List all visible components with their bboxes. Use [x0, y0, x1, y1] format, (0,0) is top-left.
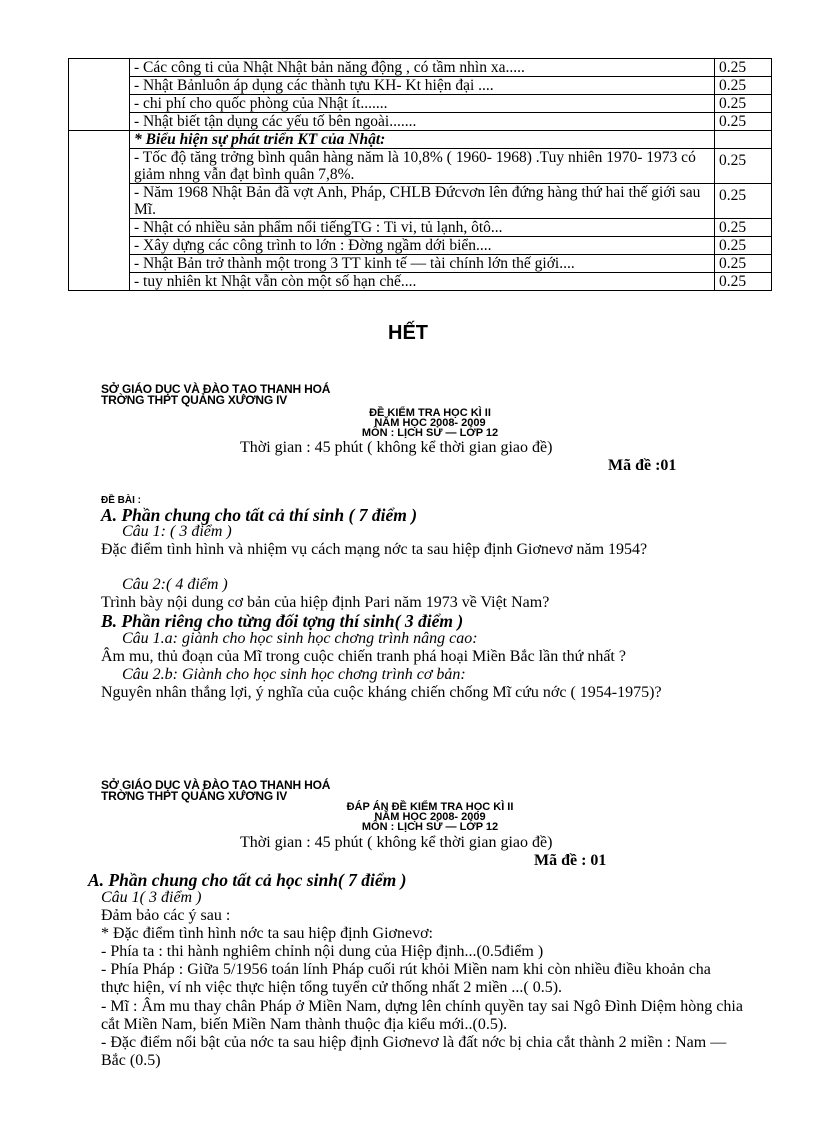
table-row	[69, 219, 772, 237]
exam-section-b: B. Phần riêng cho từng đối tợng thí sinh( 3 điểm )	[101, 611, 464, 631]
exam-q1a-text: Âm mu, thủ đoạn của Mĩ trong cuộc chiến tranh phá hoại Miền Bắc lần thứ nhất ?	[101, 648, 626, 665]
table-cell-text: - tuy nhiên kt Nhật vẫn còn một số hạn chế....	[130, 273, 715, 291]
table-row	[69, 273, 772, 291]
scoring-table	[68, 58, 772, 291]
table-cell-text: - Nhật có nhiều sản phẩm nổi tiếngTG : Ti vi, tủ lạnh, ôtô...	[130, 219, 715, 237]
answer-point-3: - Phía Pháp : Giữa 5/1956 toán lính Pháp cuối rút khỏi Miền nam khi còn nhiều điều khoản cha thực hiện, ví nh việc thực hiện tổng tuyển cử thống nhất 2 miền ...( 0.5).	[101, 961, 711, 996]
table-cell-text: - Các công ti của Nhật Nhật bản năng động , có tầm nhìn xa.....	[130, 59, 715, 77]
exam-title-line1: ĐỀ KIỂM TRA HỌC KÌ II	[369, 407, 491, 419]
answer-code: Mã đề : 01	[534, 852, 607, 869]
exam-title-line3: MÔN : LỊCH SỬ — LỚP 12	[361, 427, 499, 439]
answer-point-5: - Đặc điểm nổi bật của nớc ta sau hiệp định Giơnevơ là đất nớc bị chia cắt thành 2 miền : Nam — Bắc (0.5)	[101, 1034, 727, 1069]
table-row	[69, 59, 772, 77]
table-cell-text: - Năm 1968 Nhật Bản đã vợt Anh, Pháp, CHLB Đứcvơn lên đứng hàng thứ hai thế giới sau Mĩ.	[130, 184, 715, 219]
table-row	[69, 149, 772, 184]
answer-time: Thời gian : 45 phút ( không kể thời gian giao đề)	[240, 834, 553, 851]
exam-q1-text: Đặc điểm tình hình và nhiệm vụ cách mạng nớc ta sau hiệp định Giơnevơ năm 1954?	[101, 541, 648, 558]
exam-de-bai: ĐỀ BÀI :	[101, 495, 141, 506]
exam-q2b-label: Câu 2.b: Giành cho học sinh học chơng trình cơ bản:	[122, 666, 466, 683]
table-cell-score: 0.25	[715, 255, 772, 273]
table-cell-score: 0.25	[715, 77, 772, 95]
exam-org-line2: TRỜNG THPT QUẢNG XƯƠNG IV	[101, 393, 288, 407]
exam-q2b-text: Nguyên nhân thắng lợi, ý nghĩa của cuộc kháng chiến chống Mĩ cứu nớc ( 1954-1975)?	[101, 684, 662, 701]
exam-q2-label: Câu 2:( 4 điểm )	[122, 576, 228, 593]
answer-org-line2: TRỜNG THPT QUẢNG XƯƠNG IV	[101, 789, 288, 803]
table-cell-score: 0.25	[715, 113, 772, 131]
table-row	[69, 77, 772, 95]
table-cell-score: 0.25	[715, 59, 772, 77]
table-cell-score: 0.25	[715, 184, 772, 219]
answer-title-line2: NĂM HỌC 2008- 2009	[374, 811, 486, 823]
table-cell-text: - Xây dựng các công trình to lớn : Đờng ngầm dới biển....	[130, 237, 715, 255]
exam-q2-text: Trình bày nội dung cơ bản của hiệp định Pari năm 1973 về Việt Nam?	[101, 594, 550, 611]
table-cell-text: - chi phí cho quốc phòng của Nhật ít.......	[130, 95, 715, 113]
table-cell-score: 0.25	[715, 237, 772, 255]
table-row	[69, 95, 772, 113]
exam-q1-label: Câu 1: ( 3 điểm )	[122, 523, 232, 540]
answer-point-2: - Phía ta : thi hành nghiêm chỉnh nội dung của Hiệp định...(0.5điểm )	[101, 943, 544, 960]
table-cell-score	[715, 131, 772, 149]
table-cell-score: 0.25	[715, 149, 772, 184]
answer-title-line3: MÔN : LỊCH SỬ — LỚP 12	[361, 821, 499, 833]
table-cell-score: 0.25	[715, 95, 772, 113]
table-row	[69, 184, 772, 219]
end-label: HẾT	[388, 322, 428, 344]
exam-code: Mã đề :01	[608, 457, 677, 474]
table-row	[69, 113, 772, 131]
answer-intro: Đảm bảo các ý sau :	[101, 907, 231, 924]
answer-section-a: A. Phần chung cho tất cả học sinh( 7 điểm )	[88, 870, 407, 890]
table-cell-text: - Tốc độ tăng trởng bình quân hàng năm là 10,8% ( 1960- 1968) .Tuy nhiên 1970- 1973 có giảm nhng vẫn đạt bình quân 7,8%.	[130, 149, 715, 184]
exam-title-line2: NĂM HỌC 2008- 2009	[374, 417, 486, 429]
exam-org-line1: SỞ GIÁO DỤC VÀ ĐÀO TẠO THANH HOÁ	[101, 382, 331, 396]
answer-point-1: * Đặc điểm tình hình nớc ta sau hiệp định Giơnevơ:	[101, 925, 433, 942]
table-cell-score: 0.25	[715, 219, 772, 237]
table-cell-text: - Nhật biết tận dụng các yếu tố bên ngoài.......	[130, 113, 715, 131]
table-cell-text: - Nhật Bảnluôn áp dụng các thành tựu KH- Kt hiện đại ....	[130, 77, 715, 95]
table-row	[69, 131, 772, 149]
answer-title-line1: ĐÁP ÁN ĐỀ KIỂM TRA HỌC KÌ II	[346, 801, 514, 813]
exam-q1a-label: Câu 1.a: giành cho học sinh học chơng trình nâng cao:	[122, 630, 478, 647]
table-cell-text: - Nhật Bản trở thành một trong 3 TT kinh tế — tài chính lớn thế giới....	[130, 255, 715, 273]
table-row	[69, 255, 772, 273]
table-cell-heading: * Biểu hiện sự phát triển KT của Nhật:	[130, 131, 715, 149]
answer-point-4: - Mĩ : Âm mu thay chân Pháp ở Miền Nam, dựng lên chính quyền tay sai Ngô Đình Diệm hòng chia cắt Miền Nam, biến Miền Nam thành thuộc địa kiểu mới..(0.5).	[101, 998, 743, 1033]
row-group-cell	[69, 59, 130, 131]
exam-time: Thời gian : 45 phút ( không kể thời gian giao đề)	[240, 439, 553, 456]
exam-section-a: A. Phần chung cho tất cả thí sinh ( 7 điểm )	[101, 505, 418, 525]
answer-q1-label: Câu 1( 3 điểm )	[101, 889, 202, 906]
answer-org-line1: SỞ GIÁO DỤC VÀ ĐÀO TẠO THANH HOÁ	[101, 778, 331, 792]
table-cell-score: 0.25	[715, 273, 772, 291]
table-row	[69, 237, 772, 255]
row-group-cell	[69, 131, 130, 291]
